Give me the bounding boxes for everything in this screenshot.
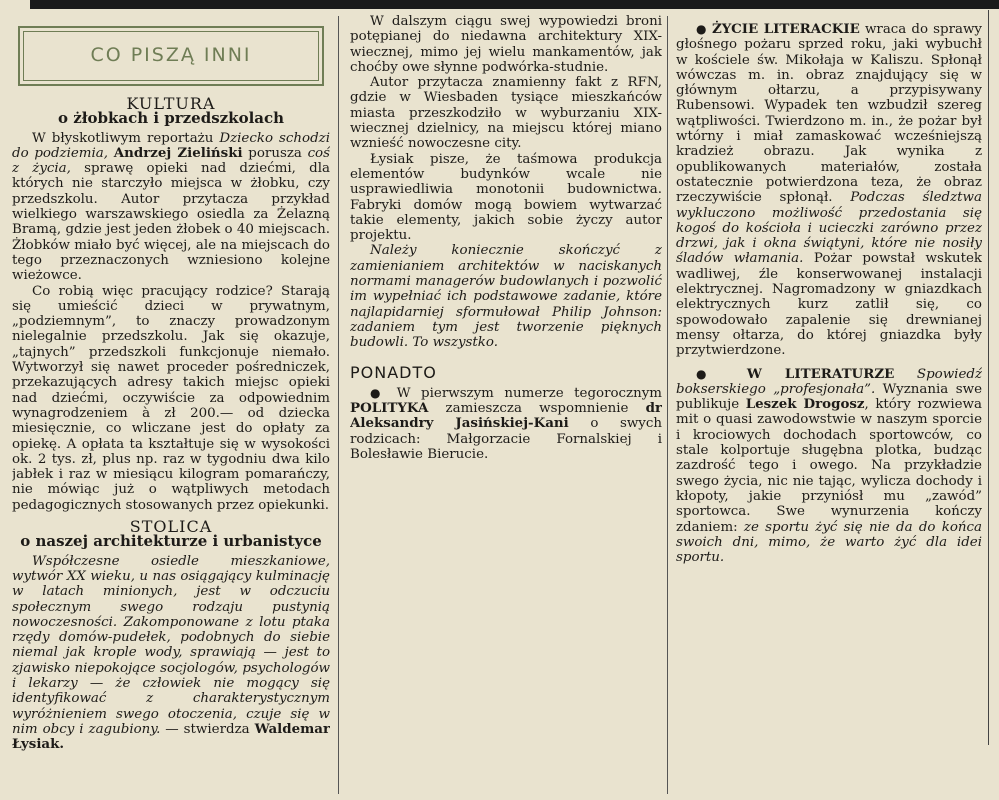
column-divider [338, 16, 339, 794]
column-2 [350, 14, 662, 794]
stolica-paragraph-1: Współczesne osiedle mieszkaniowe, wytwór XX wieku, u nas osiągający kulminację w latach minionych, jest w odczuciu społecznym swego rodzaju pustynią nowoczesności. Zakomponowane z lotu ptaka rzędy domów-pudełek, podobnych do siebie niemal jak krople wody, sprawiają — jest to zjawisko niepokojące socjologów, psychologów i lekarzy — że człowiek nie mogący się identyfikować z charakterystycznym wyróżnieniem swego otoczenia, czuje się w nim obcy i zagubiony. — stwierdza Waldemar Łysiak. [12, 553, 330, 753]
kultura-heading: KULTURA [126, 94, 216, 113]
flow-continuation [350, 14, 662, 462]
stolica-heading: STOLICA [129, 517, 213, 537]
ponadto-item-1: ● W pierwszym numerze tegorocznym POLITYKA zamieszcza wspomnienie dr Aleksandry Jasińskiej-Kani o swych rodzicach: Małgorzacie Fornalskiej i Bolesławie Bierucie. [350, 385, 662, 463]
stolica-paragraph-4: Łysiak pisze, że taśmowa produkcja elementów budynków wcale nie usprawiedliwia monotonii budownictwa. Fabryki domów mogą bowiem wytwarzać takie elementy, jakich sobie życzy autor projektu. [350, 151, 662, 244]
masthead-title: CO PISZĄ INNI [23, 31, 319, 81]
column-1 [12, 18, 330, 798]
bullet-icon: ● [696, 22, 712, 36]
column-divider [667, 16, 668, 794]
kultura-paragraph-1: W błyskotliwym reportażu Dziecko schodzi do podziemia, Andrzej Zieliński porusza coś z życia, sprawę opieki nad dziećmi, dla których nie starczyło miejsca w żłobku, czy przedszkolu. Autor przytacza przykład wielkiego warszawskiego osiedla za Żelazną Bramą, gdzie jest jeden żłobek o 40 miejscach. Żłobków miało być więcej, ale na miejscach do tego przeznaczonych wzniesiono kolejne wieżowce. [12, 130, 330, 284]
stolica-paragraph-2: W dalszym ciągu swej wypowiedzi broni potępianej do niedawna architektury XIX-wiecznej, mimo jej wielu mankamentów, jak choćby owe słynne podwórka-studnie. [350, 14, 662, 75]
bullet-icon: ● [696, 366, 747, 381]
stolica-subheading: o naszej architekturze i urbanistyce [20, 532, 322, 551]
stolica-paragraph-3: Autor przytacza znamienny fakt z RFN, gdzie w Wiesbaden tysiące mieszkańców miasta przeszkodziło w wyburzaniu XIX-wiecznej dzielnicy, na miejscu której miano wznieść nowoczesne city. [350, 75, 662, 152]
bullet-icon: ● [370, 385, 397, 400]
flow-continuation [676, 22, 982, 565]
ponadto-item-2: ● ŻYCIE LITERACKIE wraca do sprawy głośnego pożaru sprzed roku, jaki wybuchł w kościele św. Mikołaja w Kaliszu. Spłonął wówczas m. in. obraz znajdujący się w głównym ołtarzu, a przypisywany Rubensowi. Wypadek ten wzbudził szereg wątpliwości. Twierdzono m. in., że pożar był wtórny i miał zamaskować wcześniejszą kradzież obrazu. Jak wynika z opublikowanych materiałów, została ostatecznie potwierdzona teza, że obraz rzeczywiście spłonął. Podczas śledztwa wykluczono możliwość przedostania się kogoś do kościoła i ucieczki zarówno przez drzwi, jak i okna świątyni, które nie nosiły śladów włamania. Pożar powstał wskutek wadliwej, źle konserwowanej instalacji elektrycznej. Nagromadzony w gniazdkach elektrycznych kurz zatlił się, co spowodowało zapalenie się drewnianej mensy ołtarza, do której gniazdka były przytwierdzone. [676, 21, 982, 359]
page-edge-rule [988, 10, 989, 745]
stolica-paragraph-5: Należy koniecznie skończyć z zamienianiem architektów w naciskanych normami managerów budowlanych i pozwolić im wypełniać ich podstawowe zadanie, które najlapidarniej sformułował Philip Johnson: zadaniem tym jest tworzenie pięknych budowli. To wszystko. [350, 243, 662, 351]
ponadto-item-3: ● W LITERATURZE Spowiedź bokserskiego „profesjonała”. Wyznania swe publikuje Leszek Drogosz, który rozwiewa mit o quasi zawodowstwie w naszym sporcie i krociowych dochodach sportowców, co stale kolportuje sługębna plotka, budząc zazdrość tego i owego. Na przykładzie swego życia, nic nie tając, wylicza dochody i kłopoty, jakie przyniósł mu „zawód” sportowca. Swe wynurzenia kończy zdaniem: ze sportu żyć się nie da do końca swoich dni, mimo, że warto żyć dla idei sportu. [676, 365, 982, 566]
kultura-paragraph-2: Co robią więc pracujący rodzice? Starają się umieścić dzieci w prywatnym, „podziemnym”, to znaczy prowadzonym nielegalnie przedszkolu. Jak się okazuje, „tajnych” przedszkoli funkcjonuje niemało. Wytworzył się nawet proceder pośredniczek, przekazujących adresy takich miejsc opieki nad dziećmi, oczywiście za odpowiednim wynagrodzeniem à zł 200.— od dziecka miesięcznie, co wliczane jest do opłaty za opiekę. A opłata ta kształtuje się w wysokości ok. 2 tys. zł, plus np. raz w tygodniu dwa kilo jabłek i raz w miesiącu kilogram pomarańczy, nie mówiąc już o wątpliwych metodach pedagogicznych stosowanych przez opiekunki. [12, 283, 330, 513]
section-masthead [18, 26, 324, 86]
kultura-subheading: o żłobkach i przedszkolach [57, 109, 285, 128]
top-rule [30, 0, 999, 9]
column-3 [676, 14, 982, 794]
ponadto-heading: PONADTO [350, 362, 437, 382]
